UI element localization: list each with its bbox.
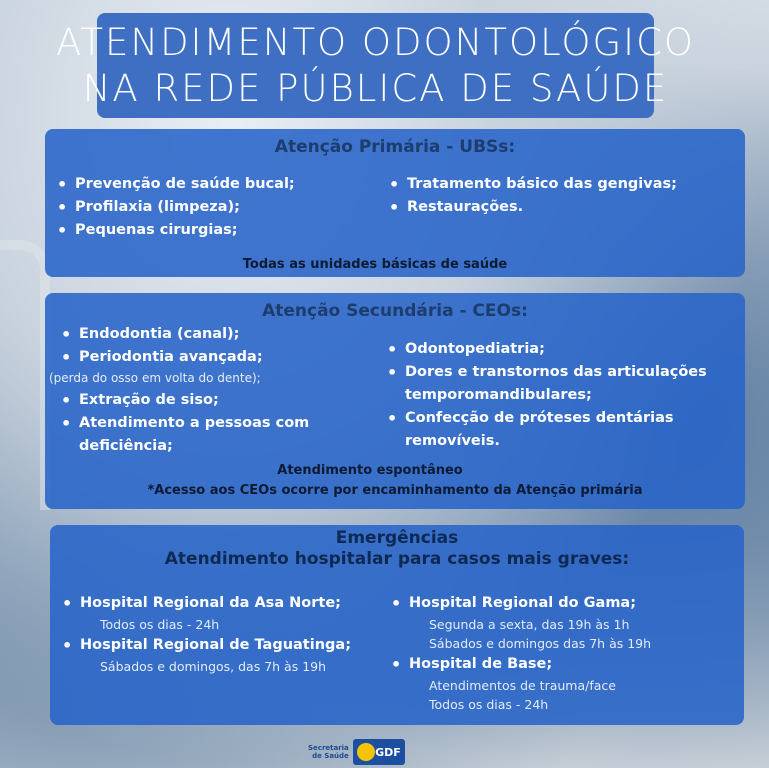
logo-line-2: de Saúde — [312, 752, 349, 760]
hospital-hours: Sábados e domingos das 7h às 19h — [429, 636, 652, 651]
list-item: • Prevenção de saúde bucal; — [51, 173, 295, 196]
list-item: • Periodontia avançada; — [55, 346, 263, 369]
periodontia-note: (perda do osso em volta do dente); — [49, 371, 261, 385]
title-banner — [55, 13, 696, 118]
primary-footer: Todas as unidades básicas de saúde — [242, 257, 508, 272]
emergency-subheading: Atendimento hospitalar para casos mais graves: — [164, 549, 630, 569]
list-item: • Extração de siso; — [55, 389, 345, 412]
hospital-item — [385, 592, 651, 653]
hospital-hours: Atendimentos de trauma/face — [429, 678, 616, 693]
hospital-hours: Segunda a sexta, das 19h às 1h — [429, 617, 630, 632]
sun-icon — [357, 743, 375, 761]
secondary-care-heading: Atenção Secundária - CEOs: — [262, 301, 528, 321]
hospital-name: Hospital de Base; — [409, 656, 553, 672]
hospital-name: Hospital Regional da Asa Norte; — [80, 595, 341, 611]
gdf-logo — [308, 738, 405, 766]
secondary-footer-1: Atendimento espontâneo — [277, 463, 463, 478]
list-item: • Odontopediatria; — [381, 338, 731, 361]
hospital-item — [56, 634, 351, 676]
secondary-left-list-a — [55, 323, 263, 369]
hospital-hours: Sábados e domingos, das 7h às 19h — [100, 659, 327, 674]
title-line-1: ATENDIMENTO ODONTOLÓGICO — [55, 20, 696, 64]
primary-care-panel — [45, 129, 745, 277]
hospital-hours: Todos os dias - 24h — [429, 697, 549, 712]
gdf-label: GDF — [375, 745, 401, 759]
list-item: • Confecção de próteses dentárias removíveis. — [381, 407, 731, 453]
list-item: • Tratamento básico das gengivas; — [383, 173, 677, 196]
primary-left-list — [51, 173, 295, 242]
hospital-name: Hospital Regional do Gama; — [409, 595, 637, 611]
title-line-2: NA REDE PÚBLICA DE SAÚDE — [82, 66, 669, 110]
secretaria-logo-text — [308, 744, 349, 760]
list-item: • Restaurações. — [383, 196, 677, 219]
secondary-footer-2: *Acesso aos CEOs ocorre por encaminhamento da Atenção primária — [147, 483, 643, 498]
primary-care-heading: Atenção Primária - UBSs: — [274, 137, 516, 157]
secondary-left-list-b — [55, 389, 345, 458]
emergency-panel — [50, 525, 744, 725]
secondary-care-panel — [45, 293, 745, 509]
emergency-left-list — [56, 592, 351, 676]
gdf-badge — [353, 739, 405, 765]
logo-line-1: Secretaria — [308, 744, 349, 752]
list-item: • Endodontia (canal); — [55, 323, 263, 346]
list-item: • Profilaxia (limpeza); — [51, 196, 295, 219]
list-item: • Dores e transtornos das articulações temporomandibulares; — [381, 361, 731, 407]
primary-right-list — [383, 173, 677, 219]
emergency-heading: Emergências — [335, 528, 459, 548]
list-item: • Pequenas cirurgias; — [51, 219, 295, 242]
list-item: • Atendimento a pessoas com deficiência; — [55, 412, 345, 458]
hospital-hours: Todos os dias - 24h — [100, 617, 220, 632]
hospital-item — [385, 653, 651, 714]
secondary-right-list — [381, 338, 731, 453]
hospital-name: Hospital Regional de Taguatinga; — [80, 637, 351, 653]
hospital-item — [56, 592, 351, 634]
emergency-right-list — [385, 592, 651, 714]
